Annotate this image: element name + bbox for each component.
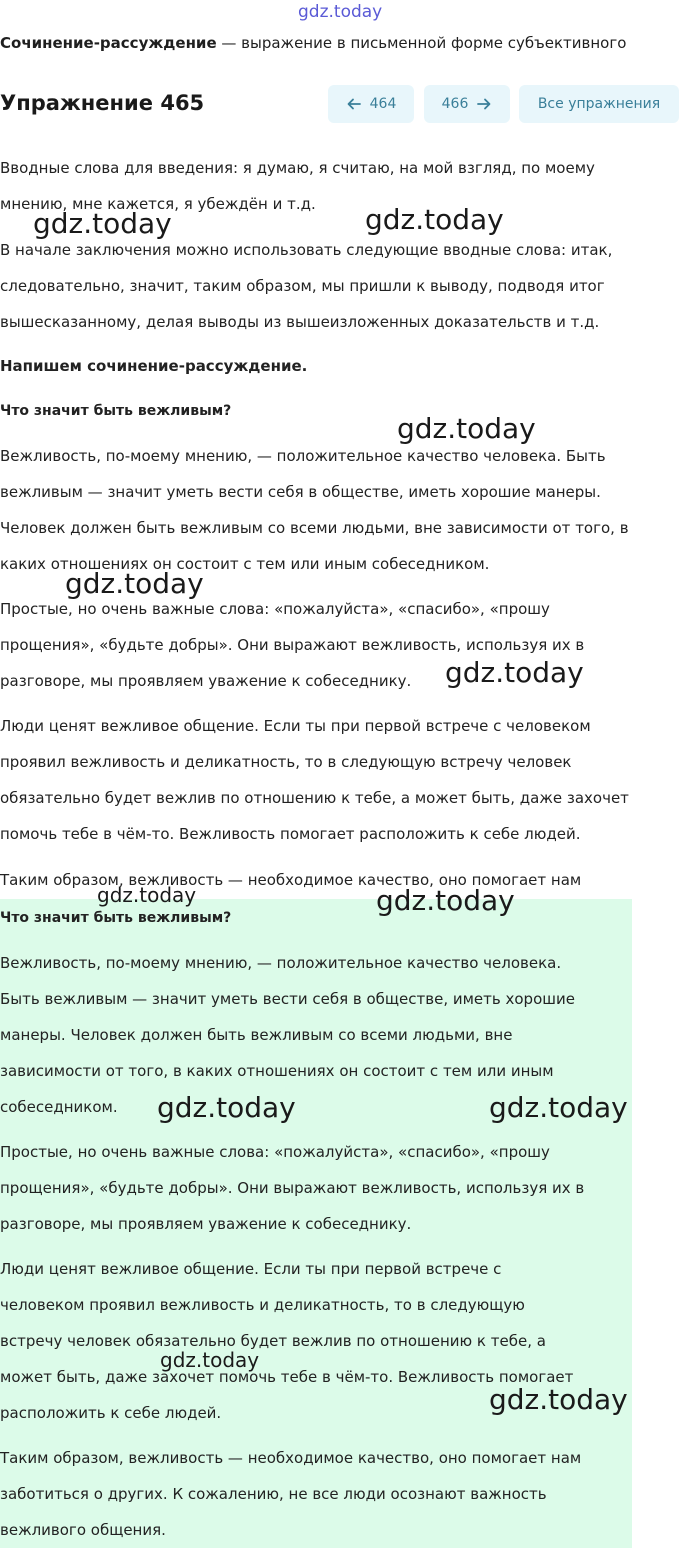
all-exercises-button[interactable] xyxy=(519,85,679,123)
essay1-heading: Что значит быть вежливым? xyxy=(0,403,232,419)
arrow-right-icon xyxy=(476,96,492,112)
essay2-line: расположить к себе людей. xyxy=(0,1404,222,1422)
essay1-line: разговоре, мы проявляем уважение к собеседнику. xyxy=(0,672,412,690)
watermark: gdz.today xyxy=(445,656,584,689)
essay2-line: разговоре, мы проявляем уважение к собеседнику. xyxy=(0,1215,412,1233)
prev-exercise-label: 464 xyxy=(369,96,397,112)
essay1-line: помочь тебе в чём-то. Вежливость помогает расположить к себе людей. xyxy=(0,825,581,843)
essay1-line: каких отношениях он состоит с тем или иным собеседником. xyxy=(0,555,490,573)
theory-line: следовательно, значит, таким образом, мы пришли к выводу, подводя итог xyxy=(0,277,605,295)
essay1-line: Человек должен быть вежливым со всеми людьми, вне зависимости от того, в xyxy=(0,519,629,537)
watermark: gdz.today xyxy=(489,1091,628,1124)
intro-line xyxy=(0,34,680,52)
essay2-line: может быть, даже захочет помочь тебе в чём-то. Вежливость помогает xyxy=(0,1368,574,1386)
essay2-line: Быть вежливым — значит уметь вести себя в обществе, иметь хорошие xyxy=(0,990,575,1008)
task-heading: Напишем сочинение-рассуждение. xyxy=(0,357,308,375)
watermark: gdz.today xyxy=(365,203,504,236)
essay1-line: Простые, но очень важные слова: «пожалуйста», «спасибо», «прошу xyxy=(0,600,550,618)
essay1-line: проявил вежливость и деликатность, то в следующую встречу человек xyxy=(0,753,572,771)
watermark: gdz.today xyxy=(65,567,204,600)
essay2-line: Таким образом, вежливость — необходимое качество, оно помогает нам xyxy=(0,1449,582,1467)
essay1-line: обязательно будет вежлив по отношению к тебе, а может быть, даже захочет xyxy=(0,789,629,807)
essay2-line: Простые, но очень важные слова: «пожалуйста», «спасибо», «прошу xyxy=(0,1143,550,1161)
essay2-line: Вежливость, по-моему мнению, — положительное качество человека. xyxy=(0,954,562,972)
all-exercises-label: Все упражнения xyxy=(537,96,661,112)
essay2-line: манеры. Человек должен быть вежливым со всеми людьми, вне xyxy=(0,1026,513,1044)
intro-term: Сочинение-рассуждение xyxy=(0,34,217,52)
theory-line: В начале заключения можно использовать следующие вводные слова: итак, xyxy=(0,241,613,259)
essay1-line: Таким образом, вежливость — необходимое качество, оно помогает нам xyxy=(0,871,582,889)
watermark: gdz.today xyxy=(157,1091,296,1124)
next-exercise-button[interactable] xyxy=(424,85,510,123)
prev-exercise-button[interactable] xyxy=(328,85,414,123)
watermark: gdz.today xyxy=(33,207,172,240)
watermark: gdz.today xyxy=(160,1348,260,1372)
essay2-line: собеседником. xyxy=(0,1098,118,1116)
essay1-line: Вежливость, по-моему мнению, — положительное качество человека. Быть xyxy=(0,447,606,465)
intro-rest: — выражение в письменной форме субъективного xyxy=(216,34,627,52)
page-title: Упражнение 465 xyxy=(0,91,205,115)
next-exercise-label: 466 xyxy=(441,96,469,112)
essay2-line: заботиться о других. К сожалению, не все люди осознают важность xyxy=(0,1485,547,1503)
essay2-line: Люди ценят вежливое общение. Если ты при первой встрече с xyxy=(0,1260,502,1278)
watermark: gdz.today xyxy=(376,884,515,917)
watermark: gdz.today xyxy=(397,412,536,445)
essay2-line: вежливого общения. xyxy=(0,1521,166,1539)
essay2-line: встречу человек обязательно будет вежлив по отношению к тебе, а xyxy=(0,1332,546,1350)
essay1-line: вежливым — значит уметь вести себя в обществе, иметь хорошие манеры. xyxy=(0,483,601,501)
essay2-line: зависимости от того, в каких отношениях он состоит с тем или иным xyxy=(0,1062,554,1080)
essay2-line: человеком проявил вежливость и деликатность, то в следующую xyxy=(0,1296,525,1314)
essay2-line: прощения», «будьте добры». Они выражают вежливость, используя их в xyxy=(0,1179,585,1197)
essay2-heading: Что значит быть вежливым? xyxy=(0,910,232,926)
essay1-line: прощения», «будьте добры». Они выражают вежливость, используя их в xyxy=(0,636,585,654)
theory-line: мнению, мне кажется, я убеждён и т.д. xyxy=(0,195,316,213)
theory-line: Вводные слова для введения: я думаю, я считаю, на мой взгляд, по моему xyxy=(0,159,595,177)
watermark: gdz.today xyxy=(489,1383,628,1416)
theory-line: вышесказанному, делая выводы из вышеизложенных доказательств и т.д. xyxy=(0,313,600,331)
top-watermark: gdz.today xyxy=(298,2,383,22)
watermark: gdz.today xyxy=(97,883,197,907)
arrow-left-icon xyxy=(346,96,362,112)
essay1-line: Люди ценят вежливое общение. Если ты при первой встрече с человеком xyxy=(0,717,591,735)
